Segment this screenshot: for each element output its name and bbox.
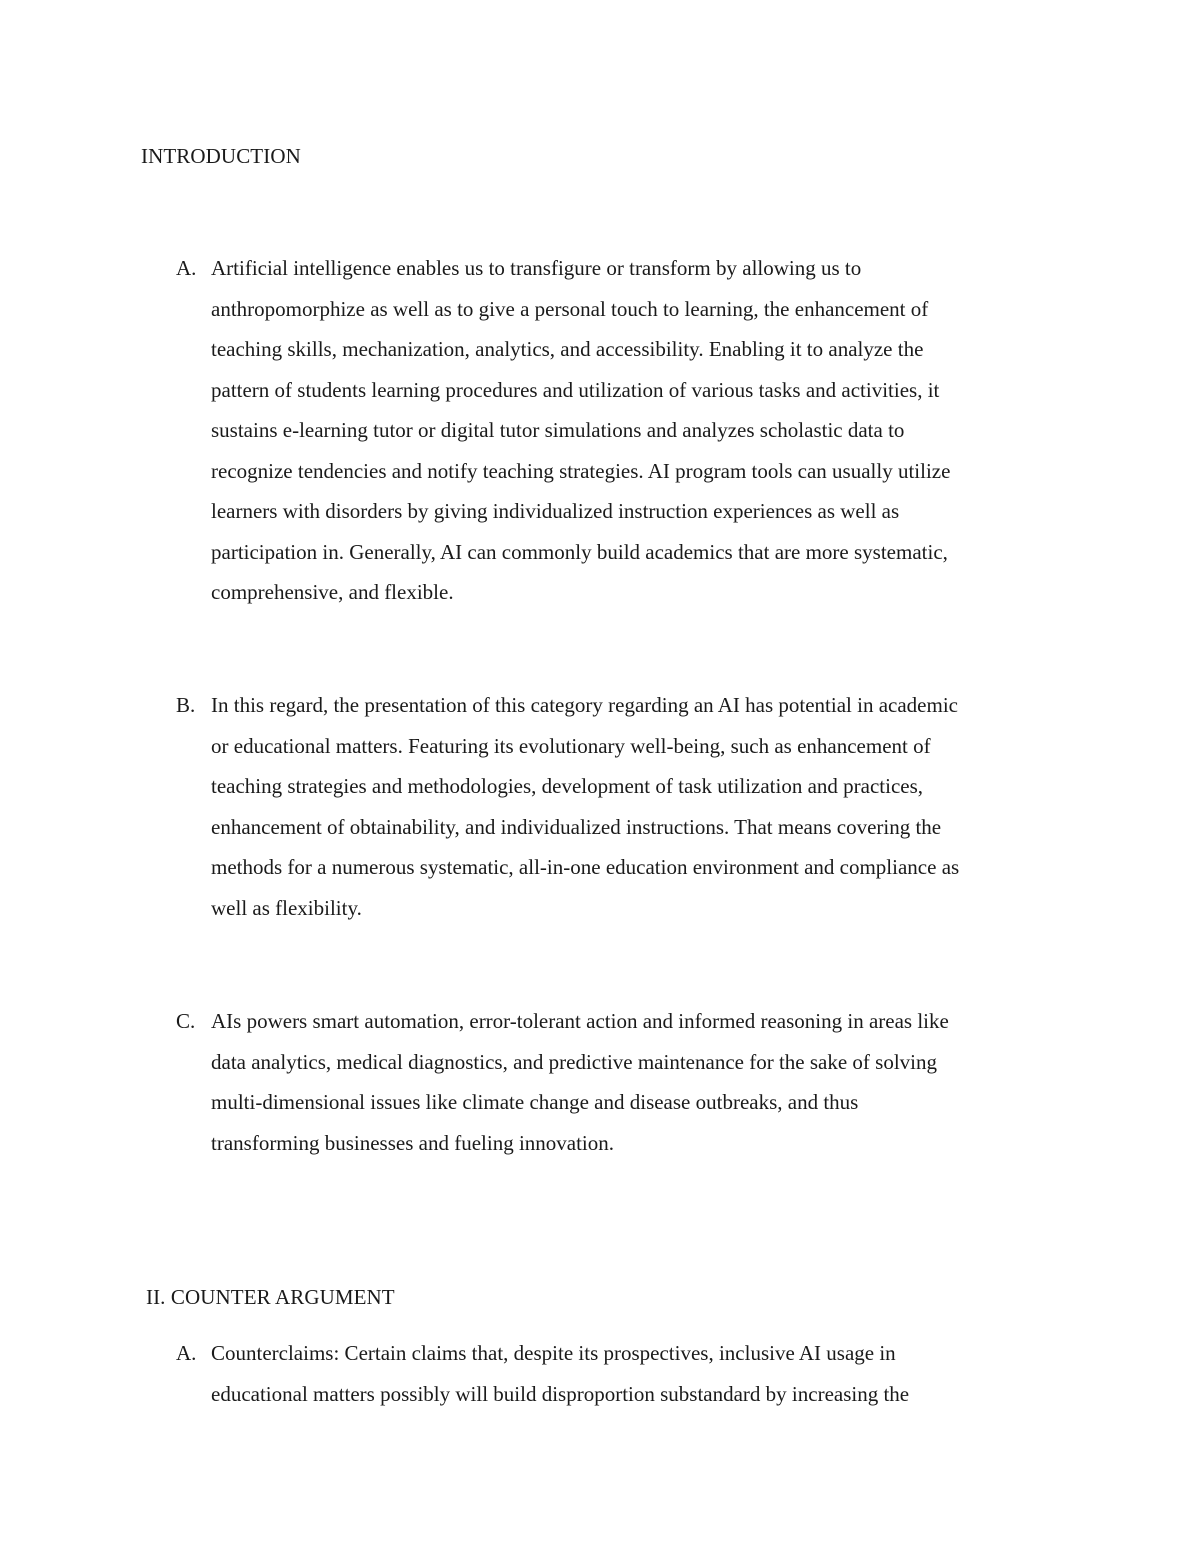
section-heading-counter-argument: II. COUNTER ARGUMENT [146,1285,395,1309]
text-line: well as flexibility. [211,895,362,920]
text-line: learners with disorders by giving individualized instruction experiences as well as [211,499,900,523]
text-line: Counterclaims: Certain claims that, despite its prospectives, inclusive AI usage in [211,1341,896,1365]
text-line: sustains e-learning tutor or digital tutor simulations and analyzes scholastic data to [211,418,905,442]
paragraph-text [211,1001,1071,1163]
list-marker: B. [176,693,196,717]
text-line: educational matters possibly will build disproportion substandard by increasing the [211,1381,910,1406]
text-line: participation in. Generally, AI can commonly build academics that are more systematic, [211,539,948,564]
text-line: pattern of students learning procedures and utilization of various tasks and activities, it [211,377,940,402]
text-line: In this regard, the presentation of this category regarding an AI has potential in academic [211,693,958,717]
list-marker: A. [176,1341,197,1365]
text-line: transforming businesses and fueling innovation. [211,1130,615,1155]
list-marker: C. [176,1009,196,1033]
text-line: teaching strategies and methodologies, development of task utilization and practices, [211,774,924,798]
section-heading-introduction: INTRODUCTION [141,144,301,168]
text-line: anthropomorphize as well as to give a personal touch to learning, the enhancement of [211,296,929,321]
text-line: or educational matters. Featuring its evolutionary well-being, such as enhancement of [211,733,931,758]
text-line: methods for a numerous systematic, all-in-one education environment and compliance as [211,855,960,879]
text-line: teaching skills, mechanization, analytics, and accessibility. Enabling it to analyze the [211,337,924,361]
text-line: data analytics, medical diagnostics, and predictive maintenance for the sake of solving [211,1049,937,1074]
text-line: recognize tendencies and notify teaching strategies. AI program tools can usually utilize [211,458,951,483]
paragraph-text [211,248,1071,613]
text-line: comprehensive, and flexible. [211,580,454,604]
list-marker: A. [176,256,197,280]
paragraph-text [211,1333,1071,1414]
text-line: Artificial intelligence enables us to transfigure or transform by allowing us to [211,256,862,280]
paragraph-text [211,685,1071,928]
text-line: multi-dimensional issues like climate change and disease outbreaks, and thus [211,1090,859,1114]
text-line: enhancement of obtainability, and individualized instructions. That means covering the [211,814,942,839]
text-line: AIs powers smart automation, error-tolerant action and informed reasoning in areas like [211,1009,949,1033]
